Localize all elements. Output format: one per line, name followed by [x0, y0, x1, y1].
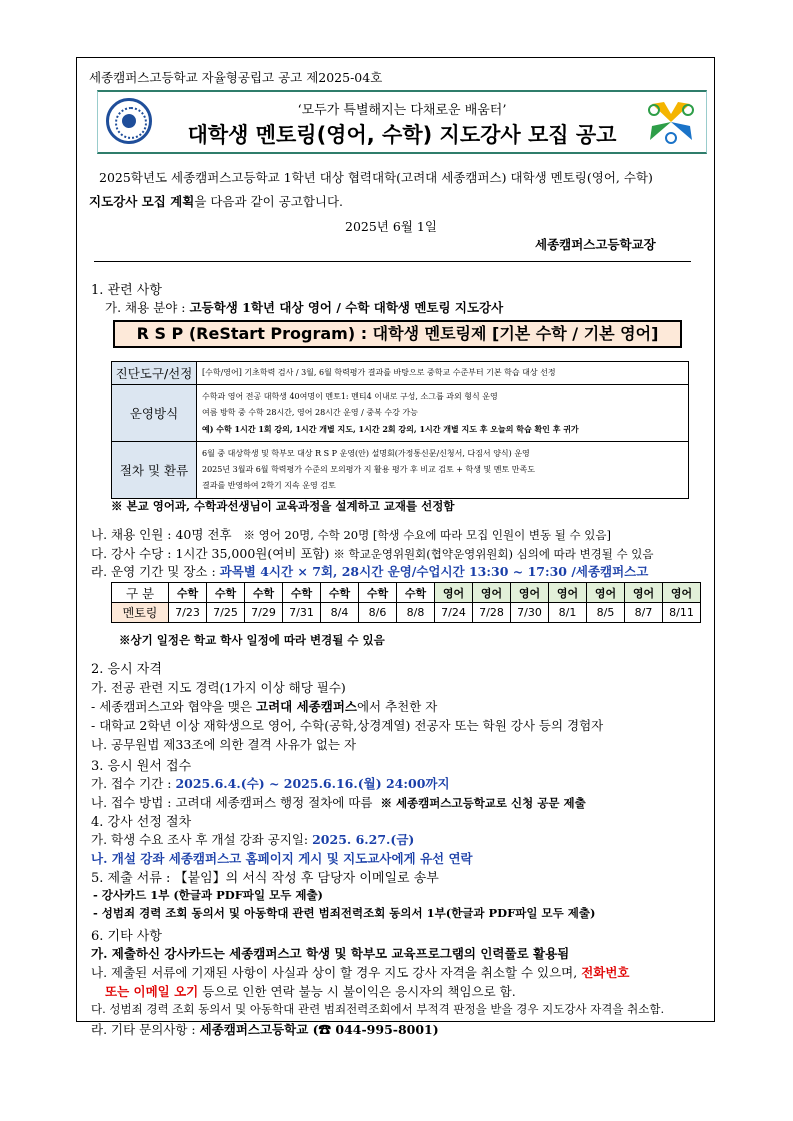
schedule-date: 7/28	[473, 603, 511, 623]
schedule-date: 8/1	[549, 603, 587, 623]
apply-method: 나. 접수 방법 : 고려대 세종캠퍼스 행정 절차에 따름 ※ 세종캠퍼스고등학교로 신청 공문 제출	[91, 795, 586, 810]
pay: 다. 강사 수당 : 1시간 35,000원(여비 포함) ※ 학교운영위원회(협약운영위원회) 심의에 따라 변경될 수 있음	[91, 546, 654, 561]
schedule-row-label: 멘토링	[112, 603, 169, 623]
row-head: 진단도구/선정	[112, 362, 197, 385]
table-row: 운영방식 수학과 영어 전공 대학생 40여명이 멘토1: 멘티4 이내로 구성, 소그룹 과외 형식 운영 여름 방학 중 수학 28시간, 영어 28시간 운영 / 중복 수강 가능 예) 수학 1시간 1회 강의, 1시간 개별 지도, 1시간 2회 강의, 1시간 개별 지도 후 오늘의 학습 확인 후 귀가	[112, 385, 689, 442]
selection-b: 나. 개설 강좌 세종캠퍼스고 홈페이지 게시 및 지도교사에게 유선 연락	[91, 851, 473, 866]
section-6-title: 6. 기타 사항	[91, 929, 162, 944]
section-3-title: 3. 응시 원서 접수	[91, 759, 192, 774]
schedule-date: 7/30	[511, 603, 549, 623]
row-head: 절차 및 환류	[112, 442, 197, 499]
schedule-date: 7/29	[245, 603, 283, 623]
page-title: 대학생 멘토링(영어, 수학) 지도강사 모집 공고	[187, 123, 617, 147]
schedule-note: ※상기 일정은 학교 학사 일정에 따라 변경될 수 있음	[119, 633, 385, 647]
qual-b: 나. 공무원법 제33조에 의한 결격 사유가 없는 자	[91, 737, 357, 752]
misc-a: 가. 제출하신 강사카드는 세종캠퍼스고 학생 및 학부모 교육프로그램의 인력풀로 활용됨	[91, 946, 570, 961]
schedule-subject: 영어	[625, 583, 663, 603]
schedule-date: 8/11	[663, 603, 701, 623]
operation-period: 라. 운영 기간 및 장소 : 과목별 4시간 × 7회, 28시간 운영/수업시간 13:30 ~ 17:30 /세종캠퍼스고	[91, 564, 649, 579]
schedule-date: 8/4	[321, 603, 359, 623]
selection-a: 가. 학생 수요 조사 후 개설 강좌 공지일: 2025. 6.27.(금)	[91, 832, 415, 847]
schedule-table	[111, 582, 701, 623]
hire-count: 나. 채용 인원 : 40명 전후 ※ 영어 20명, 수학 20명 [학생 수요에 따라 모집 인원이 변동 될 수 있음]	[91, 527, 612, 542]
schedule-subject: 수학	[245, 583, 283, 603]
qual-a2: - 대학교 2학년 이상 재학생으로 영어, 수학(공학,상경계열) 전공자 또는 학원 강사 등의 경험자	[91, 718, 604, 733]
program-table	[111, 361, 689, 499]
section-5-title: 5. 제출 서류 : 【붙임】의 서식 작성 후 담당자 이메일로 송부	[91, 871, 439, 886]
curriculum-note: ※ 본교 영어과, 수학과선생님이 교육과정을 설계하고 교재를 선정함	[111, 499, 455, 513]
table-row	[112, 603, 701, 623]
schedule-date: 7/24	[435, 603, 473, 623]
schedule-date: 7/25	[207, 603, 245, 623]
row-head: 운영방식	[112, 385, 197, 442]
banner-subtitle: ‘모두가 특별해지는 다채로운 배움터’	[297, 103, 507, 118]
schedule-subject: 수학	[207, 583, 245, 603]
apply-period: 가. 접수 기간 : 2025.6.4.(수) ~ 2025.6.16.(월) 24:00까지	[91, 776, 450, 791]
schedule-head-label: 구 분	[112, 583, 169, 603]
intro-line-2: 지도강사 모집 계획을 다음과 같이 공고합니다.	[89, 194, 344, 209]
schedule-date: 8/5	[587, 603, 625, 623]
notice-document	[76, 57, 715, 1037]
schedule-subject: 영어	[473, 583, 511, 603]
section-4-title: 4. 강사 선정 절차	[91, 815, 192, 830]
doc-item-2: - 성범죄 경력 조회 동의서 및 아동학대 관련 범죄전력조회 동의서 1부(한글과 PDF파일 모두 제출)	[93, 906, 596, 920]
schedule-subject: 영어	[587, 583, 625, 603]
schedule-subject: 영어	[435, 583, 473, 603]
schedule-subject: 수학	[397, 583, 435, 603]
rsp-title: R S P (ReStart Program) : 대학생 멘토링제 [기본 수학 / 기본 영어]	[113, 320, 682, 348]
schedule-date: 8/6	[359, 603, 397, 623]
schedule-subject: 수학	[169, 583, 207, 603]
table-row: 절차 및 환류 6월 중 대상학생 및 학부모 대상 R S P 운영(안) 설명회(가정통신문/신청서, 다짐서 양식) 운영 2025년 3월과 6월 학력평가 수준의 모의평가 지 활용 평가 후 비교 검토 + 학생 및 멘토 만족도 결과를 반영하여 2학기 지속 운영 검토	[112, 442, 689, 499]
qual-a1: - 세종캠퍼스고와 협약을 맺은 고려대 세종캠퍼스에서 추천한 자	[91, 699, 438, 714]
schedule-subject: 수학	[283, 583, 321, 603]
misc-d: 라. 기타 문의사항 : 세종캠퍼스고등학교 (☎ 044-995-8001)	[91, 1022, 439, 1037]
intro-line-1: 2025학년도 세종캠퍼스고등학교 1학년 대상 협력대학(고려대 세종캠퍼스) 대학생 멘토링(영어, 수학)	[99, 170, 653, 185]
schedule-date: 8/7	[625, 603, 663, 623]
schedule-date: 7/23	[169, 603, 207, 623]
schedule-subject: 영어	[549, 583, 587, 603]
schedule-subject: 영어	[663, 583, 701, 603]
school-logo-icon	[642, 96, 700, 148]
qual-a: 가. 전공 관련 지도 경력(1가지 이상 해당 필수)	[91, 680, 346, 695]
schedule-subject: 수학	[321, 583, 359, 603]
schedule-subject: 수학	[359, 583, 397, 603]
title-banner	[97, 90, 707, 154]
hire-field: 가. 채용 분야 : 고등학생 1학년 대상 영어 / 수학 대학생 멘토링 지도강사	[105, 300, 504, 315]
section-2-title: 2. 응시 자격	[91, 662, 162, 677]
notice-number: 세종캠퍼스고등학교 자율형공립고 공고 제2025-04호	[89, 70, 383, 85]
announcement-date: 2025년 6월 1일	[345, 219, 437, 234]
schedule-subject: 영어	[511, 583, 549, 603]
table-row: 진단도구/선정 [수학/영어] 기초학력 검사 / 3월, 6월 학력평가 결과를 바탕으로 중학교 수준부터 기본 학습 대상 선정	[112, 362, 689, 385]
doc-item-1: - 강사카드 1부 (한글과 PDF파일 모두 제출)	[93, 888, 323, 902]
schedule-date: 8/8	[397, 603, 435, 623]
issuer: 세종캠퍼스고등학교장	[535, 237, 656, 252]
misc-b-1: 나. 제출된 서류에 기재된 사항이 사실과 상이 할 경우 지도 강사 자격을 취소할 수 있으며, 전화번호	[91, 965, 630, 980]
section-1-title: 1. 관련 사항	[91, 283, 162, 298]
misc-c: 다. 성범죄 경력 조회 동의서 및 아동학대 관련 범죄전력조회에서 부적격 판정을 받을 경우 지도강사 자격을 취소함.	[91, 1002, 665, 1016]
schedule-date: 7/31	[283, 603, 321, 623]
table-row	[112, 583, 701, 603]
misc-b-2: 또는 이메일 오기 등으로 인한 연락 불능 시 불이익은 응시자의 책임으로 함.	[105, 984, 516, 999]
divider	[94, 261, 691, 262]
